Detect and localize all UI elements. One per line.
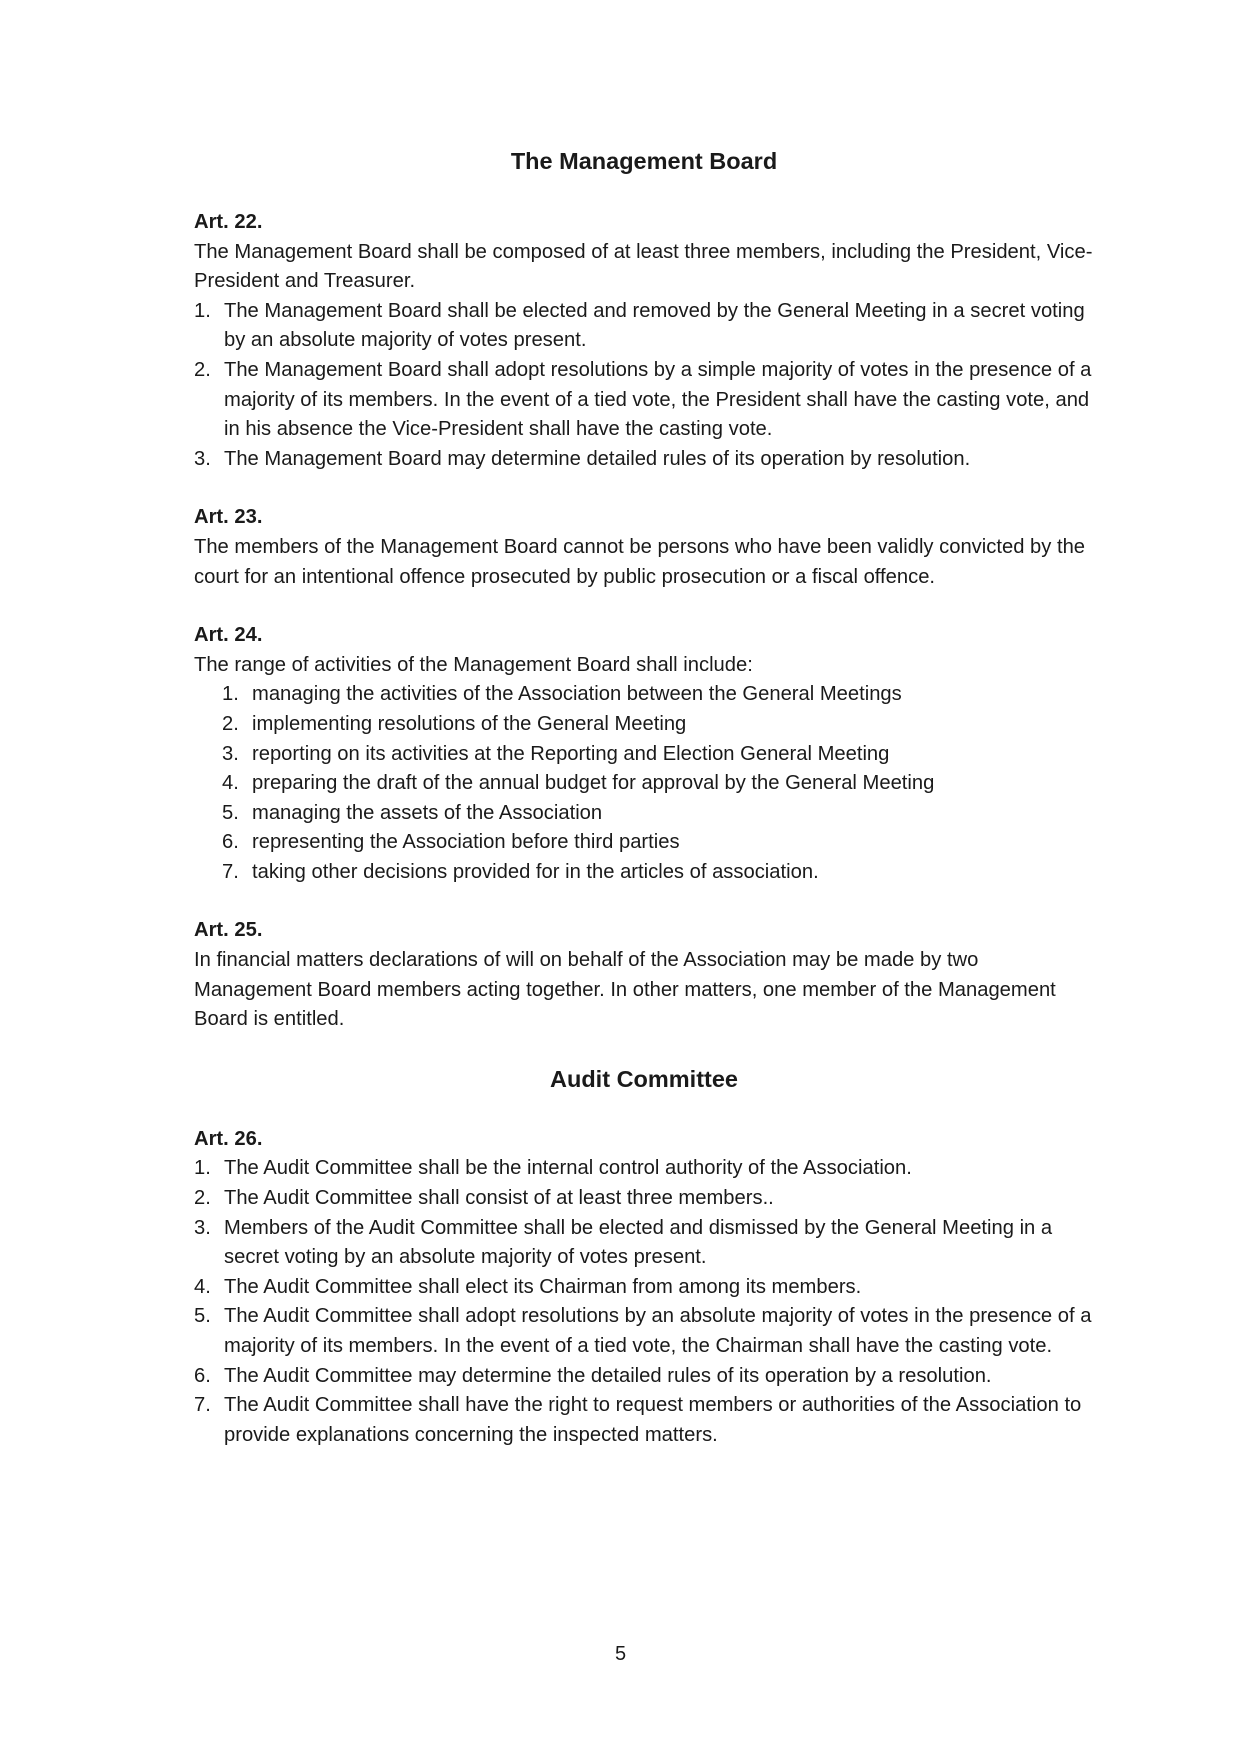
list-item-number: 7. [222, 860, 239, 883]
list-item-number: 3. [222, 742, 239, 765]
list-item-number: 2. [222, 712, 239, 735]
page-number: 5 [614, 1643, 627, 1665]
list-item-number: 1. [194, 1157, 211, 1180]
article-title: Art. 23. [194, 506, 263, 529]
list-item-number: 5. [194, 1305, 211, 1328]
list-item-text: The Audit Committee shall adopt resolutions by an absolute majority of votes in the presence of a majority of its members. In the event of a tied vote, the Chairman shall have the casting vote. [224, 1305, 1092, 1357]
list-item [194, 297, 1094, 356]
list-item [194, 1184, 1094, 1214]
article-title: Art. 26. [194, 1127, 263, 1150]
list-item [194, 799, 1094, 829]
list-item [194, 828, 1094, 858]
article-22 [194, 208, 1094, 474]
article-26-list [194, 1154, 1094, 1450]
list-item-number: 4. [222, 772, 239, 795]
list-item [194, 1214, 1094, 1273]
list-item-text: taking other decisions provided for in the articles of association. [252, 860, 819, 883]
list-item-text: managing the assets of the Association [252, 801, 603, 824]
article-24 [194, 621, 1094, 887]
list-item [194, 769, 1094, 799]
list-item-text: implementing resolutions of the General Meeting [252, 712, 687, 735]
list-item-text: The Audit Committee shall consist of at least three members.. [224, 1187, 774, 1210]
list-item-number: 2. [194, 358, 211, 381]
list-item-number: 5. [222, 801, 239, 824]
list-item-number: 4. [194, 1275, 211, 1298]
list-item-text: preparing the draft of the annual budget for approval by the General Meeting [252, 772, 935, 795]
list-item [194, 445, 1094, 475]
list-item [194, 1302, 1094, 1361]
list-item-text: The Audit Committee may determine the detailed rules of its operation by a resolution. [224, 1364, 992, 1387]
article-26 [194, 1125, 1094, 1451]
article-22-list [194, 297, 1094, 475]
list-item [194, 1154, 1094, 1184]
article-23 [194, 503, 1094, 592]
list-item-text: The Audit Committee shall elect its Chairman from among its members. [224, 1275, 862, 1298]
list-item-number: 6. [222, 831, 239, 854]
list-item-number: 7. [194, 1394, 211, 1417]
section-heading-audit-committee: Audit Committee [550, 1065, 738, 1092]
article-intro: The Management Board shall be composed of at least three members, including the President, Vice-President and Treasurer. [194, 240, 1093, 293]
article-24-list [194, 680, 1094, 887]
list-item-text: The Management Board shall be elected and removed by the General Meeting in a secret voting by an absolute majority of votes present. [224, 299, 1085, 352]
list-item-text: The Audit Committee shall be the internal control authority of the Association. [224, 1157, 912, 1180]
list-item-text: The Management Board shall adopt resolutions by a simple majority of votes in the presence of a majority of its members. In the event of a tied vote, the President shall have the casting vote, and in his absence the Vice-President shall have the casting vote. [224, 358, 1092, 441]
list-item [194, 356, 1094, 445]
article-title: Art. 24. [194, 624, 263, 647]
list-item-number: 2. [194, 1187, 211, 1210]
article-title: Art. 22. [194, 211, 263, 233]
list-item-text: The Management Board may determine detailed rules of its operation by resolution. [224, 447, 971, 470]
list-item-text: Members of the Audit Committee shall be elected and dismissed by the General Meeting in a secret voting by an absolute majority of votes present. [224, 1216, 1053, 1269]
article-25 [194, 916, 1094, 1034]
list-item-text: The Audit Committee shall have the right to request members or authorities of the Association to provide explanations concerning the inspected matters. [224, 1394, 1082, 1446]
article-text: In financial matters declarations of will on behalf of the Association may be made by two Management Board members acting together. In other matters, one member of the Management Board is entitled. [194, 949, 1056, 1031]
list-item [194, 740, 1094, 770]
list-item-number: 3. [194, 1216, 211, 1239]
list-item-text: reporting on its activities at the Reporting and Election General Meeting [252, 742, 890, 765]
list-item [194, 1362, 1094, 1392]
list-item [194, 710, 1094, 740]
page-content [194, 146, 1094, 1479]
list-item-number: 6. [194, 1364, 211, 1387]
list-item [194, 1273, 1094, 1303]
article-intro: The range of activities of the Management Board shall include: [194, 653, 753, 676]
list-item [194, 858, 1094, 888]
list-item-number: 3. [194, 447, 211, 470]
section-heading-management-board: The Management Board [510, 148, 778, 174]
list-item [194, 680, 1094, 710]
list-item-text: representing the Association before third parties [252, 831, 680, 854]
list-item-number: 1. [194, 299, 211, 322]
list-item-number: 1. [222, 683, 239, 706]
article-text: The members of the Management Board cannot be persons who have been validly convicted by the court for an intentional offence prosecuted by public prosecution or a fiscal offence. [194, 535, 1086, 588]
list-item [194, 1391, 1094, 1450]
list-item-text: managing the activities of the Association between the General Meetings [252, 683, 902, 706]
article-title: Art. 25. [194, 919, 263, 942]
